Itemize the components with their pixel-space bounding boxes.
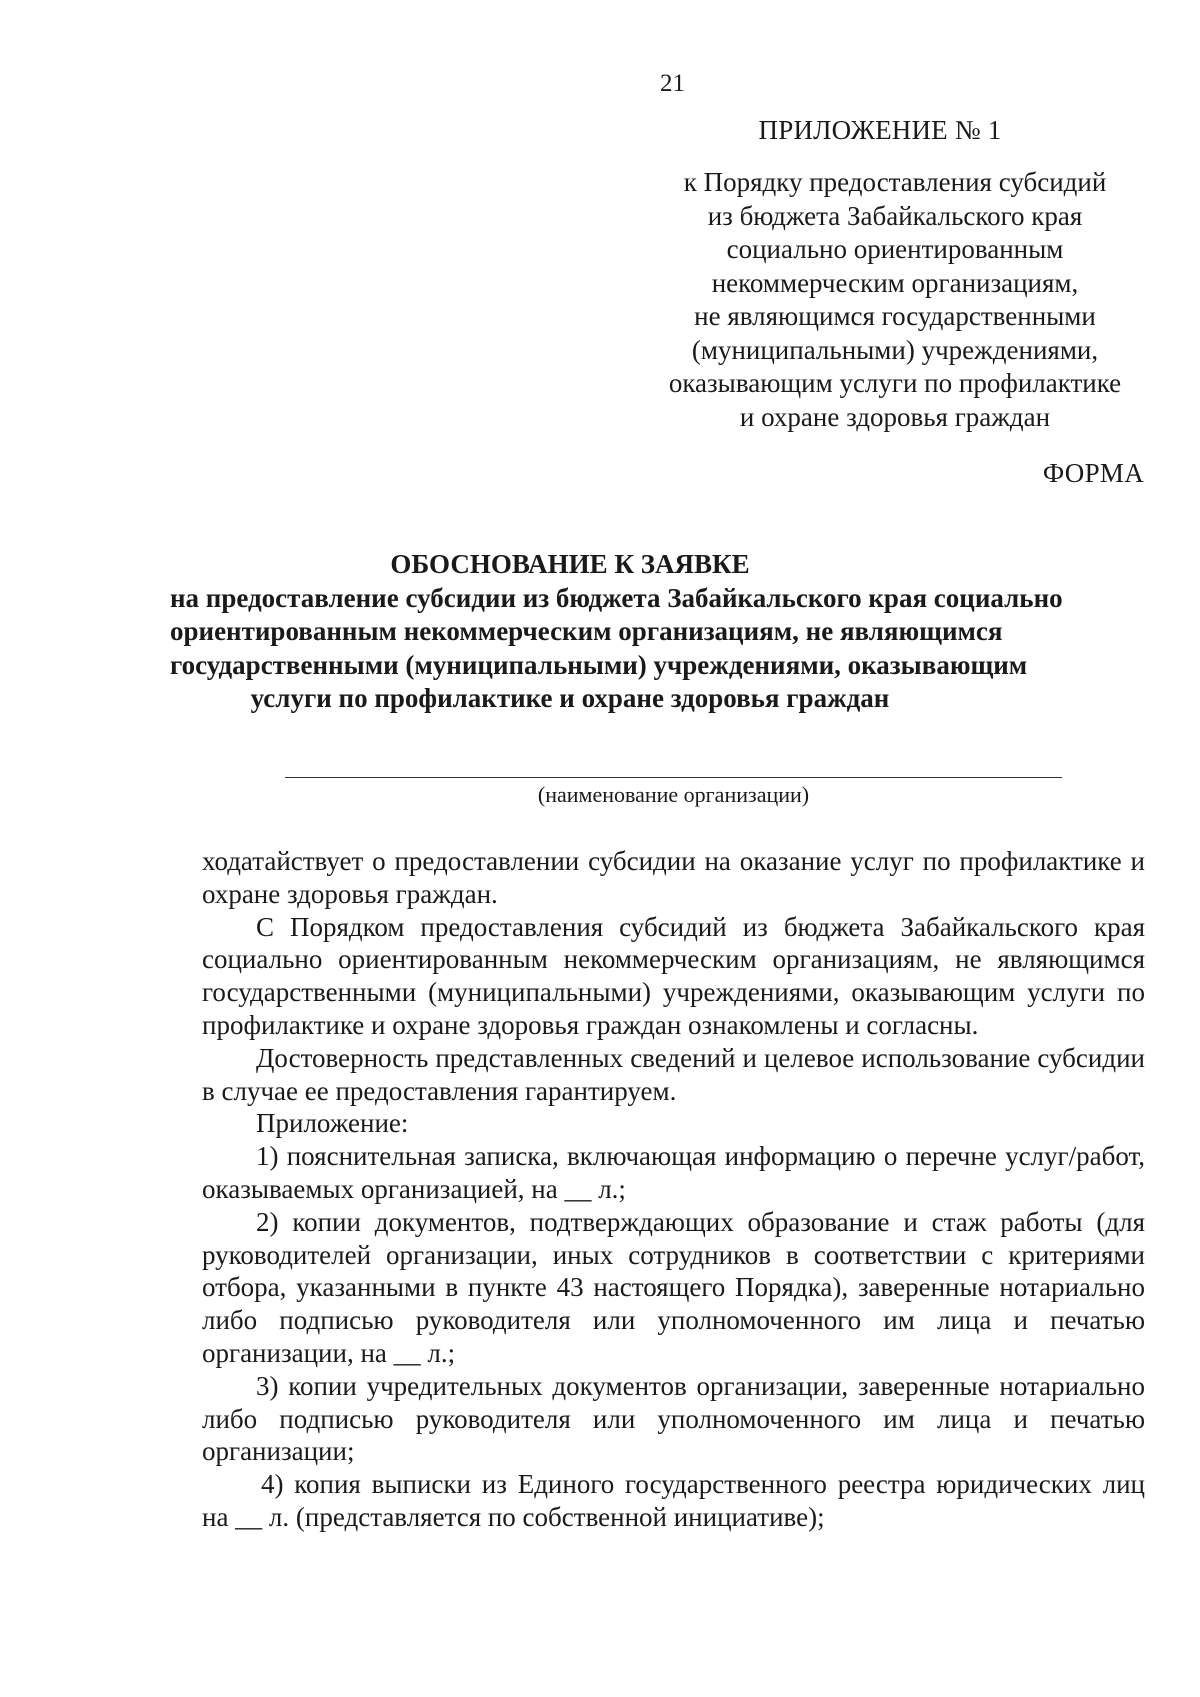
attachment-item: 1) пояснительная записка, включающая информацию о перечне услуг/работ, оказываемых организацией, на __ л.; <box>202 1141 1145 1204</box>
appendix-reference <box>645 166 1145 434</box>
document-heading <box>170 548 1063 716</box>
heading-title: ОБОСНОВАНИЕ К ЗАЯВКЕ <box>390 549 750 579</box>
appendix-line: некоммерческим организациям, <box>711 267 1079 298</box>
organization-name-caption: (наименование организации) <box>537 782 810 807</box>
organization-name-line <box>285 777 1062 778</box>
appendix-line: не являющимся государственными <box>694 301 1096 331</box>
attachments-heading: Приложение: <box>256 1108 409 1139</box>
appendix-line: социально ориентированным <box>726 234 1064 264</box>
appendix-line: и охране здоровья граждан <box>739 401 1051 432</box>
appendix-line: оказывающим услуги по профилактике <box>668 368 1122 398</box>
appendix-line: из бюджета Забайкальского края <box>707 200 1083 231</box>
appendix-line: к Порядку предоставления субсидий <box>683 167 1107 197</box>
body-paragraph: С Порядком предоставления субсидий из бюджета Забайкальского края социально ориентированным некоммерческим организациям, не являющимся государственными (муниципальными) учреждениями, оказывающим услуги по профилактике и охране здоровья граждан ознакомлены и согласны. <box>202 911 1145 1040</box>
heading-line: государственными (муниципальными) учреждениями, оказывающим <box>170 649 1028 680</box>
heading-line: услуги по профилактике и охране здоровья граждан <box>250 683 890 713</box>
form-label: ФОРМА <box>1042 458 1144 488</box>
body-paragraph: Достоверность представленных сведений и целевое использование субсидии в случае ее предоставления гарантируем. <box>202 1042 1145 1106</box>
attachment-item: 4) копия выписки из Единого государственного реестра юридических лиц на __ л. (представляется по собственной инициативе); <box>202 1469 1145 1532</box>
attachment-item: 3) копии учредительных документов организации, заверенные нотариально либо подписью руководителя или уполномоченного им лица и печатью организации; <box>202 1370 1145 1467</box>
appendix-line: (муниципальными) учреждениями, <box>691 334 1099 365</box>
heading-line: на предоставление субсидии из бюджета Забайкальского края социально <box>170 582 1063 613</box>
page-number: 21 <box>660 70 685 97</box>
document-body <box>202 845 1145 1534</box>
appendix-label: ПРИЛОЖЕНИЕ № 1 <box>758 115 1002 145</box>
heading-line: ориентированным некоммерческим организациям, не являющимся <box>170 616 1003 646</box>
attachment-item: 2) копии документов, подтверждающих образование и стаж работы (для руководителей организации, иных сотрудников в соответствии с критериями отбора, указанными в пункте 43 настоящего Порядка), заверенные нотариально либо подписью руководителя или уполномоченного им лица и печатью организации, на __ л.; <box>202 1206 1145 1368</box>
body-paragraph: ходатайствует о предоставлении субсидии на оказание услуг по профилактике и охране здоровья граждан. <box>202 846 1145 909</box>
